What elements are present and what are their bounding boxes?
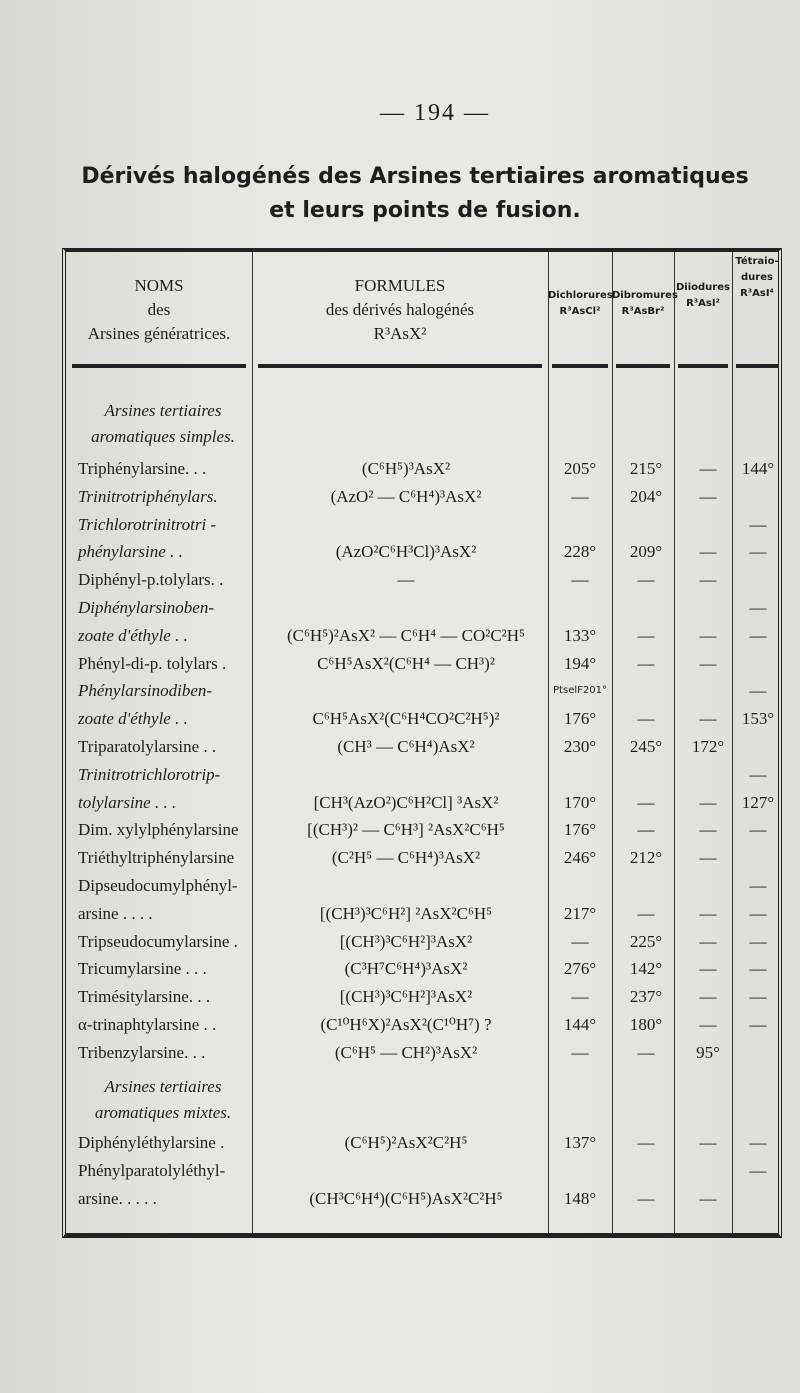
diiodide-mp: — — [699, 959, 717, 979]
tetraiodide-mp: 127° — [741, 792, 775, 812]
page-number: — 194 — — [380, 100, 490, 126]
tetraiodide-mp: — — [749, 931, 767, 951]
dibromide-mp: — — [637, 570, 655, 590]
compound-name: Triéthyltriphénylarsine — [78, 848, 235, 868]
dichloride-mp: 176° — [563, 709, 597, 729]
compound-name: Trimésitylarsine. . . — [78, 987, 211, 1007]
tetraiodide-mp: — — [749, 681, 767, 701]
table-row — [66, 510, 778, 540]
formula-cell: [(CH³)³C⁶H²] ²AsX²C⁶H⁵ — [319, 903, 493, 923]
dibromide-mp: 245° — [629, 737, 663, 756]
header-dichlorures — [548, 288, 612, 320]
formula-cell: [(CH³)³C⁶H²]³AsX² — [339, 931, 473, 951]
dichloride-mp: 230° — [563, 737, 597, 756]
header-text: des dérivés halogénés — [325, 300, 475, 319]
header-diiodures — [674, 280, 732, 312]
diiodide-mp: — — [699, 848, 717, 868]
data-table — [62, 248, 782, 1238]
tetraiodide-mp: — — [749, 625, 767, 645]
dibromide-mp: — — [637, 792, 655, 812]
dichloride-mp: 205° — [563, 459, 597, 478]
title-line-2: et leurs points de fusion. — [269, 198, 581, 223]
formula-cell: (AzO²C⁶H³Cl)³AsX² — [335, 542, 477, 562]
compound-name: Trichlorotrinitrotri - — [78, 514, 217, 534]
formula-cell: (C²H⁵ — C⁶H⁴)³AsX² — [331, 848, 481, 868]
compound-name: Phényl-di-p. tolylars . — [78, 653, 227, 673]
tetraiodide-mp: — — [749, 903, 767, 923]
diiodide-mp: — — [699, 459, 717, 478]
formula-cell: (C¹⁰H⁶X)²AsX²(C¹⁰H⁷) ? — [320, 1015, 492, 1034]
tetraiodide-mp: — — [749, 514, 767, 534]
table-row — [66, 537, 778, 567]
compound-name: zoate d'éthyle . . — [78, 709, 188, 729]
header-names — [66, 274, 252, 346]
compound-name: Dipseudocumylphényl- — [78, 876, 238, 895]
table-row — [66, 565, 778, 595]
header-text: Tétraio- — [735, 256, 779, 267]
compound-name: Diphényléthylarsine . — [78, 1133, 225, 1152]
dibromide-mp: — — [637, 653, 655, 673]
compound-name: Phénylparatolyléthyl- — [78, 1161, 226, 1180]
compound-name: arsine . . . . — [78, 903, 153, 923]
formula-cell: (C⁶H⁵)³AsX² — [361, 459, 451, 478]
dichloride-mp: — — [571, 486, 589, 506]
dichloride-mp: 276° — [563, 959, 597, 979]
compound-name: α-trinaphtylarsine . . — [78, 1015, 217, 1034]
table-row — [66, 1156, 778, 1186]
dichloride-mp: 228° — [563, 542, 597, 562]
section-heading-mixed — [78, 1074, 248, 1126]
header-text: des — [147, 300, 171, 319]
table-row — [66, 843, 778, 873]
formula-cell: [CH³(AzO²)C⁶H²Cl] ³AsX² — [313, 792, 499, 812]
header-text: R³AsI² — [686, 298, 720, 309]
table-row — [66, 704, 778, 734]
header-text: R³AsX² — [373, 324, 427, 343]
table-row — [66, 788, 778, 818]
header-text: Diiodures — [676, 282, 730, 293]
diiodide-mp: — — [699, 570, 717, 590]
dichloride-mp: 176° — [563, 820, 597, 840]
dibromide-mp: 204° — [629, 486, 663, 506]
tetraiodide-mp: — — [749, 598, 767, 617]
tetraiodide-mp: — — [749, 1161, 767, 1180]
header-rule — [258, 364, 542, 368]
dibromide-mp: — — [637, 625, 655, 645]
formula-cell: (CH³C⁶H⁴)(C⁶H⁵)AsX²C²H⁵ — [309, 1189, 503, 1208]
formula-cell: (C⁶H⁵)²AsX²C²H⁵ — [344, 1133, 468, 1152]
dichloride-mp: 194° — [563, 653, 597, 673]
tetraiodide-mp: — — [749, 764, 767, 784]
tetraiodide-mp: — — [749, 820, 767, 840]
formula-cell: [(CH³)³C⁶H²]³AsX² — [339, 987, 473, 1007]
dibromide-mp: — — [637, 1133, 655, 1152]
header-rule — [72, 364, 246, 368]
diiodide-mp: — — [699, 709, 717, 729]
compound-name: Trinitrotriphénylars. — [78, 486, 218, 506]
dibromide-mp: 215° — [629, 459, 663, 478]
compound-name: Tripseudocumylarsine . — [78, 931, 238, 951]
diiodide-mp: — — [699, 792, 717, 812]
table-row — [66, 454, 778, 484]
table-row — [66, 871, 778, 901]
formula-cell: — — [397, 570, 415, 590]
header-rule — [552, 364, 608, 368]
table-row — [66, 1128, 778, 1158]
header-rule — [736, 364, 778, 368]
tetraiodide-mp: — — [749, 542, 767, 562]
diiodide-mp: — — [699, 1015, 717, 1034]
diiodide-mp: — — [699, 1133, 717, 1152]
section-text: aromatiques mixtes. — [94, 1103, 232, 1122]
dichloride-mp: 217° — [563, 903, 597, 923]
tetraiodide-mp: — — [749, 876, 767, 895]
tetraiodide-mp: — — [749, 1133, 767, 1152]
compound-name: tolylarsine . . . — [78, 792, 177, 812]
compound-name: Triphénylarsine. . . — [78, 459, 207, 478]
compound-name: Tribenzylarsine. . . — [78, 1042, 206, 1062]
header-text: Arsines génératrices. — [87, 324, 231, 343]
table-row — [66, 954, 778, 984]
diiodide-mp: — — [699, 625, 717, 645]
header-dibromures — [612, 288, 678, 320]
table-row — [66, 927, 778, 957]
section-heading-simple — [78, 398, 248, 450]
tetraiodide-mp: — — [749, 959, 767, 979]
header-text: R³AsCl² — [559, 306, 601, 317]
dibromide-mp: — — [637, 1042, 655, 1062]
dichloride-mp: 148° — [563, 1189, 597, 1208]
table-row — [66, 760, 778, 790]
formula-cell: (C⁶H⁵)²AsX² — C⁶H⁴ — CO²C²H⁵ — [287, 625, 525, 645]
diiodide-mp: — — [699, 542, 717, 562]
formula-cell: (AzO² — C⁶H⁴)³AsX² — [330, 486, 482, 506]
diiodide-mp: — — [699, 820, 717, 840]
table-row — [66, 1038, 778, 1068]
header-text: NOMS — [134, 276, 184, 295]
dichloride-mp: 137° — [563, 1133, 597, 1152]
header-text: Dibromures — [612, 290, 678, 301]
table-row — [66, 815, 778, 845]
title-line-1: Dérivés halogénés des Arsines tertiaires aromatiques — [81, 164, 749, 189]
dibromide-mp: — — [637, 903, 655, 923]
tetraiodide-mp: 144° — [741, 459, 775, 478]
formula-cell: C⁶H⁵AsX²(C⁶H⁴CO²C²H⁵)² — [312, 709, 500, 729]
table-row — [66, 1184, 778, 1214]
dichloride-mp: 144° — [563, 1015, 597, 1034]
table-row — [66, 982, 778, 1012]
diiodide-mp: 172° — [691, 737, 725, 756]
formula-cell: [(CH³)² — C⁶H³] ²AsX²C⁶H⁵ — [307, 820, 505, 840]
dichloride-mp: — — [571, 987, 589, 1007]
compound-name: Diphénylarsinoben- — [78, 598, 214, 617]
dichloride-mp: 246° — [563, 848, 597, 868]
dibromide-mp: 225° — [629, 931, 663, 951]
table-row — [66, 621, 778, 651]
page-title — [60, 160, 770, 228]
dichloride-mp: — — [571, 570, 589, 590]
diiodide-mp: — — [699, 903, 717, 923]
dichloride-mp: — — [571, 1042, 589, 1062]
table-row — [66, 482, 778, 512]
header-tetraiodures — [732, 254, 782, 302]
diiodide-mp: — — [699, 486, 717, 506]
header-rule — [616, 364, 670, 368]
dibromide-mp: 237° — [629, 987, 663, 1007]
dichloride-mp: PtselF201° — [553, 685, 607, 697]
section-text: Arsines tertiaires — [104, 1077, 222, 1096]
table-row — [66, 593, 778, 623]
compound-name: Diphényl-p.tolylars. . — [78, 570, 224, 590]
header-text: dures — [741, 272, 773, 283]
header-text: FORMULES — [354, 276, 446, 295]
diiodide-mp: — — [699, 1189, 717, 1208]
table-row — [66, 676, 778, 706]
section-text: aromatiques simples. — [91, 427, 235, 446]
table-row — [66, 649, 778, 679]
tetraiodide-mp: 153° — [741, 709, 775, 729]
dibromide-mp: — — [637, 820, 655, 840]
dichloride-mp: — — [571, 931, 589, 951]
table-row — [66, 1010, 778, 1040]
formula-cell: (C³H⁷C⁶H⁴)³AsX² — [344, 959, 468, 979]
compound-name: arsine. . . . . — [78, 1189, 157, 1208]
table-row — [66, 732, 778, 762]
dibromide-mp: — — [637, 1189, 655, 1208]
dibromide-mp: — — [637, 709, 655, 729]
table-row — [66, 899, 778, 929]
header-formulas — [252, 274, 548, 346]
section-text: Arsines tertiaires — [104, 401, 222, 420]
header-rule — [678, 364, 728, 368]
compound-name: Tricumylarsine . . . — [78, 959, 207, 979]
compound-name: Phénylarsinodiben- — [78, 681, 213, 701]
compound-name: zoate d'éthyle . . — [78, 625, 188, 645]
compound-name: Dim. xylylphénylarsine — [78, 820, 239, 840]
header-text: Dichlorures — [548, 290, 613, 301]
header-text: R³AsBr² — [621, 306, 665, 317]
header-text: R³AsI⁴ — [740, 288, 774, 299]
formula-cell: (CH³ — C⁶H⁴)AsX² — [337, 737, 475, 756]
dibromide-mp: 209° — [629, 542, 663, 562]
dibromide-mp: 212° — [629, 848, 663, 868]
formula-cell: C⁶H⁵AsX²(C⁶H⁴ — CH³)² — [317, 653, 495, 673]
tetraiodide-mp: — — [749, 987, 767, 1007]
compound-name: Trinitrotrichlorotrip- — [78, 764, 221, 784]
diiodide-mp: 95° — [696, 1042, 720, 1062]
dibromide-mp: 142° — [629, 959, 663, 979]
diiodide-mp: — — [699, 987, 717, 1007]
diiodide-mp: — — [699, 931, 717, 951]
diiodide-mp: — — [699, 653, 717, 673]
dichloride-mp: 133° — [563, 625, 597, 645]
compound-name: phénylarsine . . — [78, 542, 183, 562]
formula-cell: (C⁶H⁵ — CH²)³AsX² — [334, 1042, 478, 1062]
dichloride-mp: 170° — [563, 792, 597, 812]
dibromide-mp: 180° — [629, 1015, 663, 1034]
tetraiodide-mp: — — [749, 1015, 767, 1034]
compound-name: Triparatolylarsine . . — [78, 737, 217, 756]
